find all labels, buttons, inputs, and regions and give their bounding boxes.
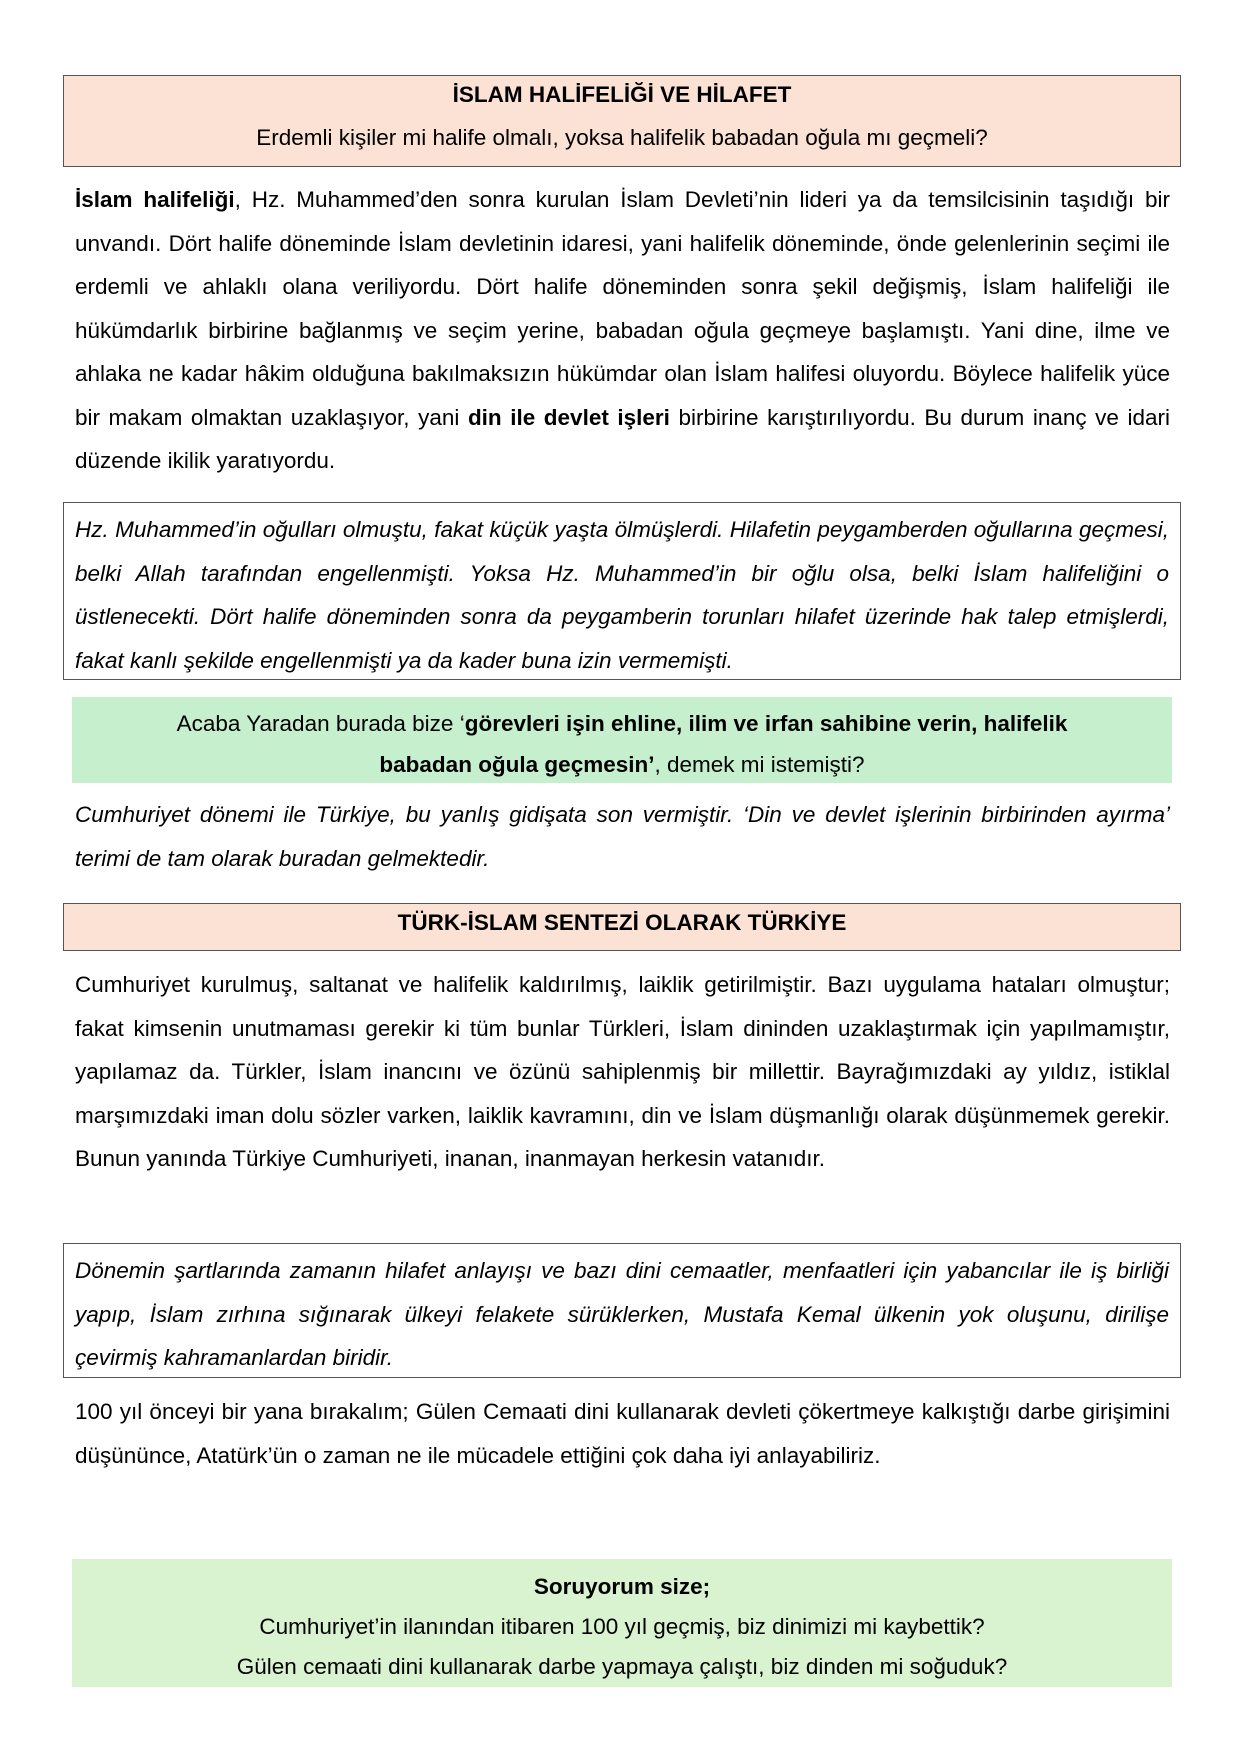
section-subtitle: Erdemli kişiler mi halife olmalı, yoksa halifelik babadan oğula mı geçmeli? — [256, 125, 988, 150]
section-header-turk-islam — [63, 903, 1181, 951]
paragraph-gulen-cemaati: 100 yıl önceyi bir yana bırakalım; Gülen Cemaati dini kullanarak devleti çökertmeye kalkıştığı darbe girişimini düşününce, Atatürk’ün o zaman ne ile mücadele ettiğini çok daha iyi anlayabiliriz. — [75, 1399, 1170, 1468]
highlight-text: Acaba Yaradan burada bize ‘ — [176, 711, 465, 736]
italic-note-text: Hz. Muhammed’in oğulları olmuştu, fakat küçük yaşta ölmüşlerdi. Hilafetin peygamberden oğullarına geçmesi, belki Allah tarafından engellenmişti. Yoksa Hz. Muhammed’in bir oğlu olsa, belki İslam halifeliğini o üstlenecekti. Dört halife döneminden sonra da peygamberin torunları hilafet üzerinde hak talep etmişlerdi, fakat kanlı şekilde engellenmişti ya da kader buna izin vermemişti. — [75, 517, 1169, 673]
highlight-line-1 — [72, 703, 1172, 744]
paragraph-turk-islam: Cumhuriyet kurulmuş, saltanat ve halifelik kaldırılmış, laiklik getirilmiştir. Bazı uygulama hataları olmuştur; fakat kimsenin unutmaması gerekir ki tüm bunlar Türkleri, İslam dininden uzaklaştırmak için yapılmamıştır, yapılamaz da. Türkler, İslam inancını ve özünü sahiplenmiş bir millettir. Bayrağımızdaki ay yıldız, istiklal marşımızdaki iman dolu sözler varken, laiklik kavramını, din ve İslam düşmanlığı olarak düşünmemek gerekir. Bunun yanında Türkiye Cumhuriyeti, inanan, inanmayan herkesin vatanıdır. — [75, 972, 1170, 1171]
italic-note-box — [63, 502, 1181, 680]
question-line-1: Cumhuriyet’in ilanından itibaren 100 yıl geçmiş, biz dinimizi mi kaybettik? — [259, 1614, 985, 1639]
italic-note-text: Dönemin şartlarında zamanın hilafet anlayışı ve bazı dini cemaatler, menfaatleri için yabancılar ile iş birliği yapıp, İslam zırhına sığınarak ülkeyi felakete sürüklerken, Mustafa Kemal ülkenin yok oluşunu, dirilişe çevirmiş kahramanlardan biridir. — [75, 1258, 1169, 1370]
highlight-bold-text: görevleri işin ehline, ilim ve irfan sahibine verin, halifelik — [464, 711, 1068, 736]
paragraph-islam-halifeligi — [75, 178, 1170, 483]
bold-term: İslam halifeliği — [75, 187, 235, 212]
section-title: TÜRK-İSLAM SENTEZİ OLARAK TÜRKİYE — [397, 910, 847, 935]
question-line-2: Gülen cemaati dini kullanarak darbe yapmaya çalıştı, biz dinden mi soğuduk? — [236, 1654, 1008, 1679]
highlight-line-2 — [72, 744, 1172, 785]
question-title: Soruyorum size; — [533, 1574, 711, 1599]
highlight-question-box — [72, 697, 1172, 783]
paragraph-text: , Hz. Muhammed’den sonra kurulan İslam Devleti’nin lideri ya da temsilcisinin taşıdığı bir unvandı. Dört halife döneminde İslam devletinin idaresi, yani halifelik döneminde, önde gelenlerinin seçimi ile erdemli ve ahlaklı olana veriliyordu. Dört halife döneminden sonra şekil değişmiş, İslam halifeliği ile hükümdarlık birbirine bağlanmış ve seçim yerine, babadan oğula geçmeye başlamıştı. Yani dine, ilme ve ahlaka ne kadar hâkim olduğuna bakılmaksızın hükümdar olan İslam halifesi oluyordu. Böylece halifelik yüce bir makam olmaktan uzaklaşıyor, yani — [75, 187, 1170, 430]
italic-note-box-2 — [63, 1243, 1181, 1378]
question-box — [72, 1559, 1172, 1687]
paragraph-text: birbirine karıştırılıyordu. Bu durum inanç ve idari düzende ikilik yaratıyordu. — [75, 404, 1171, 473]
paragraph-cumhuriyet-donemi: Cumhuriyet dönemi ile Türkiye, bu yanlış gidişata son vermiştir. ‘Din ve devlet işlerinin birbirinden ayırma’ terimi de tam olarak buradan gelmektedir. — [75, 802, 1170, 871]
section-title: İSLAM HALİFELİĞİ VE HİLAFET — [452, 82, 792, 107]
highlight-bold-text: babadan oğula geçmesin’ — [379, 752, 655, 777]
section-header-islam-halifeligi — [63, 75, 1181, 167]
highlight-text: , demek mi istemişti? — [654, 752, 865, 777]
bold-term: din ile devlet işleri — [467, 404, 670, 430]
